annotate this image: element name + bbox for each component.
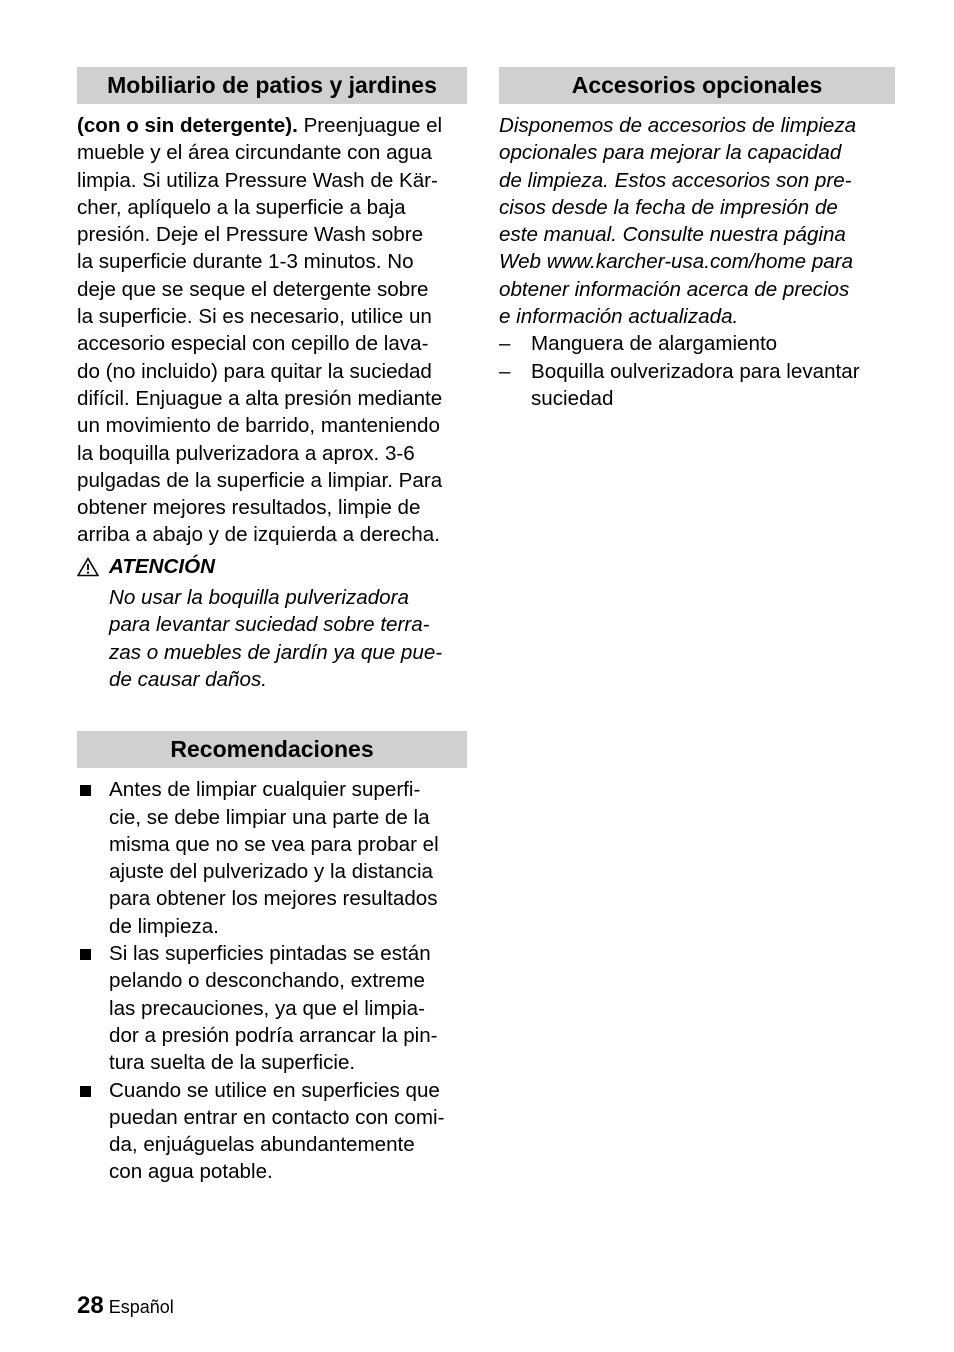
recommendation-line: de limpieza.	[109, 914, 219, 938]
patios-line: mueble y el área circundante con agua	[77, 141, 432, 165]
recommendation-line: con agua potable.	[109, 1160, 273, 1184]
accessory-item	[499, 330, 895, 357]
accessory-item	[499, 358, 895, 413]
patios-line: obtener mejores resultados, limpie de	[77, 496, 421, 520]
patios-first-line	[77, 112, 467, 139]
patios-line: deje que se seque el detergente sobre	[77, 277, 429, 301]
square-bullet-icon	[80, 949, 91, 960]
patios-line: pulgadas de la superficie a limpiar. Para	[77, 468, 443, 492]
patios-line: arriba a abajo y de izquierda a derecha.	[77, 523, 440, 547]
patios-line: la boquilla pulverizadora a aprox. 3-6	[77, 441, 415, 465]
square-bullet-icon	[80, 1086, 91, 1097]
recommendation-line: pelando o desconchando, extreme	[109, 969, 425, 993]
recommendation-line: misma que no se vea para probar el	[109, 832, 439, 856]
warning-line: de causar daños.	[109, 667, 267, 691]
patios-line: limpia. Si utiliza Pressure Wash de Kär-	[77, 168, 438, 192]
recommendation-line: para obtener los mejores resultados	[109, 887, 438, 911]
recommendation-line: ajuste del pulverizado y la distancia	[109, 860, 433, 884]
warning-line: para levantar suciedad sobre terra-	[109, 613, 430, 637]
page-footer	[77, 1292, 174, 1321]
recommendation-line: puedan entrar en contacto con comi-	[109, 1105, 445, 1129]
patios-line: difícil. Enjuague a alta presión mediante	[77, 386, 443, 410]
accesorios-intro-line: Disponemos de accesorios de limpieza	[499, 114, 857, 137]
recommendation-line: dor a presión podría arrancar la pin-	[109, 1023, 438, 1047]
recommendation-line: las precauciones, ya que el limpia-	[109, 996, 425, 1020]
warning-body	[77, 584, 467, 693]
patios-line: cher, aplíquelo a la superficie a baja	[77, 195, 406, 219]
patios-paragraph	[77, 112, 467, 549]
page-number: 28	[77, 1292, 104, 1319]
recommendation-item	[77, 1077, 467, 1186]
section-title-accesorios: Accesorios opcionales	[499, 67, 895, 104]
section-title-recomendaciones: Recomendaciones	[77, 731, 467, 768]
right-column	[499, 67, 895, 412]
accessory-line: suciedad	[531, 386, 614, 410]
patios-line: accesorio especial con cepillo de lava-	[77, 332, 429, 356]
recommendation-line: Si las superficies pintadas se están	[109, 942, 431, 966]
section-title-patios: Mobiliario de patios y jardines	[77, 67, 467, 104]
patios-line: la superficie. Si es necesario, utilice un	[77, 305, 432, 329]
patios-line: presión. Deje el Pressure Wash sobre	[77, 223, 424, 247]
warning-heading	[77, 553, 467, 580]
accesorios-intro	[499, 112, 895, 330]
patios-line: la superficie durante 1-3 minutos. No	[77, 250, 414, 274]
accesorios-intro-line: cisos desde la fecha de impresión de	[499, 195, 838, 219]
footer-language: Español	[108, 1297, 174, 1317]
accesorios-intro-line: de limpieza. Estos accesorios son pre-	[499, 168, 852, 192]
recommendation-item	[77, 940, 467, 1076]
accesorios-intro-line: obtener información acerca de precios	[499, 277, 850, 301]
accesorios-intro-line: Web www.karcher-usa.com/home para	[499, 250, 854, 274]
dash-bullet: –	[499, 332, 511, 356]
dash-bullet: –	[499, 359, 511, 383]
accesorios-intro-line: este manual. Consulte nuestra página	[499, 223, 846, 247]
patios-line: do (no incluido) para quitar la suciedad	[77, 359, 432, 383]
accessory-line: Boquilla oulverizadora para levantar	[531, 359, 860, 383]
warning-title: ATENCIÓN	[109, 554, 216, 578]
patios-lead-bold: (con o sin detergente).	[77, 114, 298, 137]
left-column	[77, 67, 467, 1186]
recommendation-item	[77, 776, 467, 940]
recommendation-line: Antes de limpiar cualquier superfi-	[109, 778, 421, 802]
accessory-line: Manguera de alargamiento	[531, 332, 778, 356]
accesorios-intro-line: e información actualizada.	[499, 305, 739, 329]
recommendation-line: Cuando se utilice en superficies que	[109, 1078, 440, 1102]
patios-line: Preenjuague el	[297, 114, 443, 137]
patios-line: un movimiento de barrido, manteniendo	[77, 414, 440, 438]
accesorios-intro-line: opcionales para mejorar la capacidad	[499, 141, 842, 165]
recommendations-list	[77, 776, 467, 1185]
recommendation-line: tura suelta de la superficie.	[109, 1051, 356, 1075]
square-bullet-icon	[80, 785, 91, 796]
warning-line: No usar la boquilla pulverizadora	[109, 586, 409, 610]
warning-line: zas o muebles de jardín ya que pue-	[109, 640, 443, 664]
recommendation-line: da, enjuáguelas abundantemente	[109, 1133, 415, 1157]
accessories-list	[499, 330, 895, 412]
recommendation-line: cie, se debe limpiar una parte de la	[109, 805, 430, 829]
warning-triangle-icon	[77, 557, 99, 577]
